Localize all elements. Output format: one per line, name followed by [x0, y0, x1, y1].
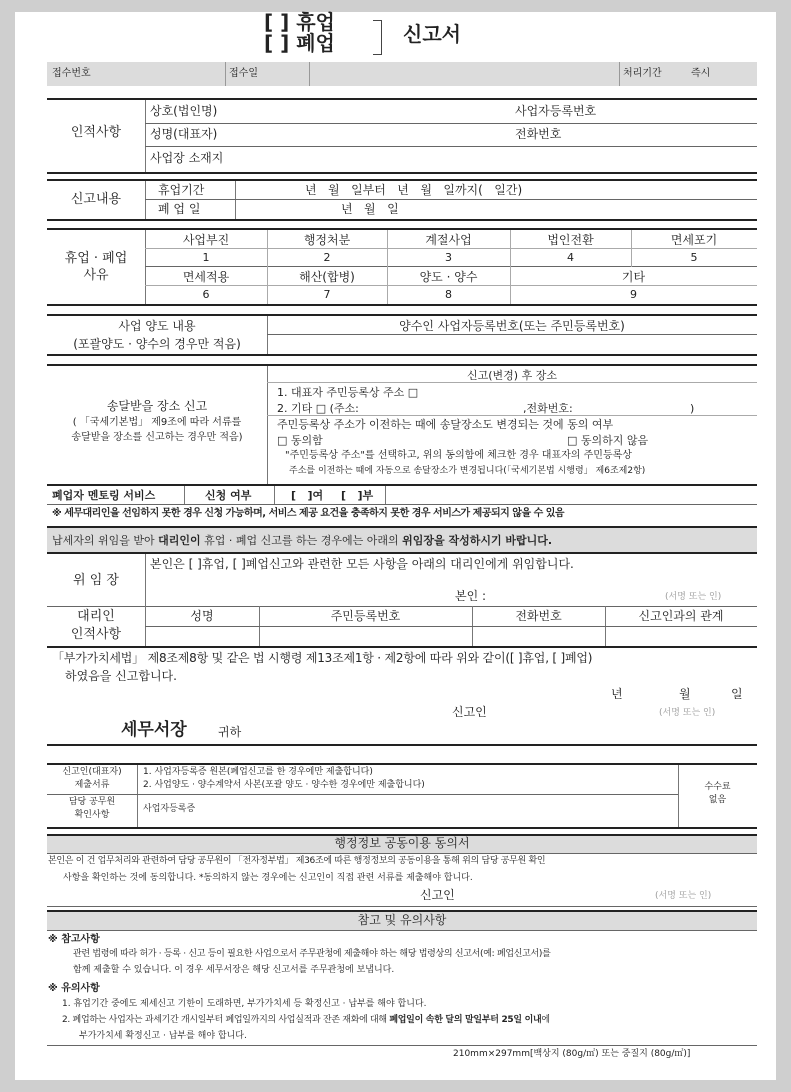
phone-field[interactable]: 전화번호 [515, 127, 562, 141]
reason-option-row2-2[interactable]: 양도 · 양수 [419, 270, 478, 284]
reason-number-row2-0: 6 [202, 288, 210, 301]
reason-option-row2-1[interactable]: 해산(합병) [299, 270, 355, 284]
reason-number-row2-3: 9 [630, 288, 637, 301]
reporter-label: 신고인 [452, 705, 487, 719]
title-option-suspension[interactable]: [ ] 휴업 [264, 10, 335, 34]
title-bracket [373, 20, 382, 55]
caution-title: ※ 유의사항 [48, 983, 100, 994]
receipt-number-label: 접수번호 [52, 68, 91, 79]
caution-2: 2. 폐업하는 사업자는 과세기간 개시일부터 폐업일까지의 사업실적과 잔존 재화에 대해 폐업일이 속한 달의 말일부터 25일 이내에 [62, 1015, 550, 1025]
consent-reporter-label: 신고인 [420, 888, 455, 902]
reference-text-1: 관련 법령에 따라 허가 · 등록 · 신고 등이 필요한 사업으로서 주무관청에 제출해야 하는 해당 법령상의 신고서(예: 폐업신고서)를 [73, 949, 551, 959]
processing-period-value: 즉시 [691, 68, 711, 79]
agent-rrn-header: 주민등록번호 [330, 609, 401, 623]
reference-title: ※ 참고사항 [48, 934, 100, 945]
form-page [15, 12, 776, 1080]
caution-3: 부가가치세 확정신고 · 납부를 해야 합니다. [79, 1031, 247, 1041]
delivery-note-2: 주소를 이전하는 때에 자동으로 송달장소가 변경됩니다(「국세기본법 시행령」 제6조제2항) [289, 466, 646, 476]
fee-value: 없음 [708, 795, 727, 805]
closure-date-field[interactable]: 년 월 일 [341, 202, 399, 216]
date-year[interactable]: 년 [611, 687, 623, 701]
paper-spec: 210mm×297mm[백상지 (80g/㎡) 또는 중질지 (80g/㎡)] [453, 1049, 691, 1059]
reference-text-2: 함께 제출할 수 있습니다. 이 경우 세무서장은 해당 신고서를 주무관청에 보냅니다. [73, 965, 395, 975]
caution-1: 1. 휴업기간 중에도 제세신고 기한이 도래하면, 부가가치세 등 확정신고 · 납부를 해야 합니다. [62, 999, 427, 1009]
submit-docs-label-1: 신고인(대표자) [62, 767, 122, 777]
delivery-option-rep-address[interactable]: 1. 대표자 주민등록상 주소 □ [277, 386, 419, 399]
delivery-label-1: 송달받을 장소 신고 [106, 399, 208, 413]
processing-period-label: 처리기간 [623, 68, 662, 79]
reason-divider [510, 267, 511, 304]
closure-date-label: 폐 업 일 [158, 202, 201, 216]
reporter-sign[interactable]: (서명 또는 인) [659, 708, 716, 718]
submit-doc-2: 2. 사업양도 · 양수계약서 사본(포괄 양도 · 양수한 경우에만 제출합니다) [143, 780, 425, 790]
consent-question: 주민등록상 주소가 이전하는 때에 송달장소도 변경되는 것에 동의 여부 [277, 418, 614, 431]
delegation-text: 본인은 [ ]휴업, [ ]폐업신고와 관련한 모든 사항을 아래의 대리인에게 위임합니다. [150, 557, 574, 571]
honorific: 귀하 [218, 725, 242, 739]
mentoring-label: 폐업자 멘토링 서비스 [52, 489, 156, 502]
official-check-label-1: 담당 공무원 [68, 797, 116, 807]
reason-option-row1-0[interactable]: 사업부진 [182, 233, 230, 247]
reason-option-row1-3[interactable]: 법인전환 [547, 233, 594, 247]
delivery-option-other[interactable]: 2. 기타 □ (주소: [277, 402, 359, 415]
delivery-note-1: "주민등록상 주소"를 선택하고, 위의 동의함에 체크한 경우 대표자의 주민등록상 [285, 450, 632, 461]
business-address-field[interactable]: 사업장 소재지 [150, 151, 224, 165]
mentoring-no-checkbox[interactable]: [ ]부 [341, 489, 374, 502]
delegation-label: 위 임 장 [73, 573, 119, 588]
reason-number-row1-3: 4 [567, 251, 574, 264]
agent-relation-header: 신고인과의 관계 [638, 609, 724, 623]
form-title: 신고서 [403, 22, 461, 46]
report-section-label: 신고내용 [70, 192, 122, 207]
submit-docs-label-2: 제출서류 [74, 780, 110, 790]
notes-title: 참고 및 유의사항 [357, 913, 447, 927]
delivery-label-2: ( 「국세기본법」 제9조에 따라 서류를 [72, 417, 242, 428]
reason-number-row1-0: 1 [202, 251, 210, 264]
suspension-period-field[interactable]: 년 월 일부터 년 월 일까지( 일간) [305, 183, 523, 197]
date-day[interactable]: 일 [731, 687, 743, 701]
transferee-reg-no-field[interactable]: 양수인 사업자등록번호(또는 주민등록번호) [399, 319, 625, 333]
reason-section-label-2: 사유 [83, 268, 109, 283]
business-reg-no-field[interactable]: 사업자등록번호 [515, 104, 597, 118]
reason-number-row2-2: 8 [445, 288, 452, 301]
mentoring-note: ※ 세무대리인을 선임하지 못한 경우 신청 가능하며, 서비스 제공 요건을 충족하지 못한 경우 서비스가 제공되지 않을 수 있음 [52, 508, 565, 519]
official-check-item: 사업자등록증 [143, 804, 196, 814]
declaration-line-1: 「부가가치세법」 제8조제8항 및 같은 법 시행령 제13조제1항 · 제2항에 따라 위와 같이([ ]휴업, [ ]폐업) [52, 651, 593, 665]
reason-divider [387, 230, 388, 267]
reason-option-row2-0[interactable]: 면세적용 [182, 270, 230, 284]
title-option-closure[interactable]: [ ] 폐업 [264, 31, 335, 55]
receipt-date-label: 접수일 [229, 68, 258, 79]
delegation-self-label: 본인 : [455, 589, 487, 603]
reason-number-row2-1: 7 [323, 288, 331, 301]
delegation-sign[interactable]: (서명 또는 인) [665, 592, 722, 602]
reason-number-row1-2: 3 [445, 251, 452, 264]
declaration-line-2: 하였음을 신고합니다. [65, 669, 177, 683]
delivery-other-close: ) [690, 402, 695, 415]
reason-option-row1-4[interactable]: 면세포기 [670, 233, 718, 247]
consent-text-1: 본인은 이 건 업무처리와 관련하여 담당 공무원이 「전자정부법」 제36조에 따른 행정정보의 공동이용을 통해 위의 담당 공무원 확인 [48, 856, 546, 866]
reason-divider [267, 230, 268, 267]
consent-sign[interactable]: (서명 또는 인) [655, 891, 712, 901]
agent-label-1: 대리인 [77, 609, 115, 624]
mentoring-apply-label: 신청 여부 [205, 489, 252, 502]
company-name-field[interactable]: 상호(법인명) [150, 104, 218, 118]
delivery-label-3: 송달받을 장소를 신고하는 경우만 적음) [71, 432, 243, 443]
suspension-period-label: 휴업기간 [158, 183, 205, 197]
delegation-banner-text: 납세자의 위임을 받아 대리인이 휴업 · 폐업 신고를 하는 경우에는 아래의 위임장을 작성하시기 바랍니다. [52, 534, 553, 547]
consent-agree-checkbox[interactable]: □ 동의함 [277, 434, 323, 447]
consent-text-2: 사항을 확인하는 것에 동의합니다. *동의하지 않는 경우에는 신고인이 직접 관련 서류를 제출해야 합니다. [63, 873, 473, 883]
reason-option-row1-1[interactable]: 행정처분 [303, 233, 351, 247]
reason-section-label-1: 휴업 · 폐업 [64, 251, 128, 266]
agent-name-header: 성명 [190, 609, 214, 623]
representative-name-field[interactable]: 성명(대표자) [150, 127, 218, 141]
agent-label-2: 인적사항 [70, 627, 122, 642]
reason-option-row2-3[interactable]: 기타 [621, 270, 646, 284]
transfer-label-1: 사업 양도 내용 [118, 319, 196, 333]
personal-section-label: 인적사항 [70, 125, 122, 140]
consent-disagree-checkbox[interactable]: □ 동의하지 않음 [567, 434, 649, 447]
submit-doc-1: 1. 사업자등록증 원본(폐업신고를 한 경우에만 제출합니다) [143, 767, 373, 777]
date-month[interactable]: 월 [679, 687, 691, 701]
official-check-label-2: 확인사항 [74, 810, 110, 820]
reason-divider [387, 267, 388, 304]
after-change-header: 신고(변경) 후 장소 [467, 369, 557, 382]
transfer-label-2: (포괄양도 · 양수의 경우만 적음) [73, 337, 241, 351]
delivery-other-phone[interactable]: ,전화번호: [523, 402, 573, 415]
reason-number-row1-1: 2 [323, 251, 331, 264]
reason-number-row1-4: 5 [690, 251, 698, 264]
consent-title: 행정정보 공동이용 동의서 [334, 836, 470, 850]
reason-divider [267, 267, 268, 304]
agent-phone-header: 전화번호 [515, 609, 562, 623]
reason-divider [631, 230, 632, 267]
tax-office-chief: 세무서장 [121, 720, 187, 740]
fee-label: 수수료 [704, 782, 731, 792]
reason-divider [510, 230, 511, 267]
mentoring-yes-checkbox[interactable]: [ ]여 [291, 489, 324, 502]
reason-option-row1-2[interactable]: 계절사업 [425, 233, 472, 247]
